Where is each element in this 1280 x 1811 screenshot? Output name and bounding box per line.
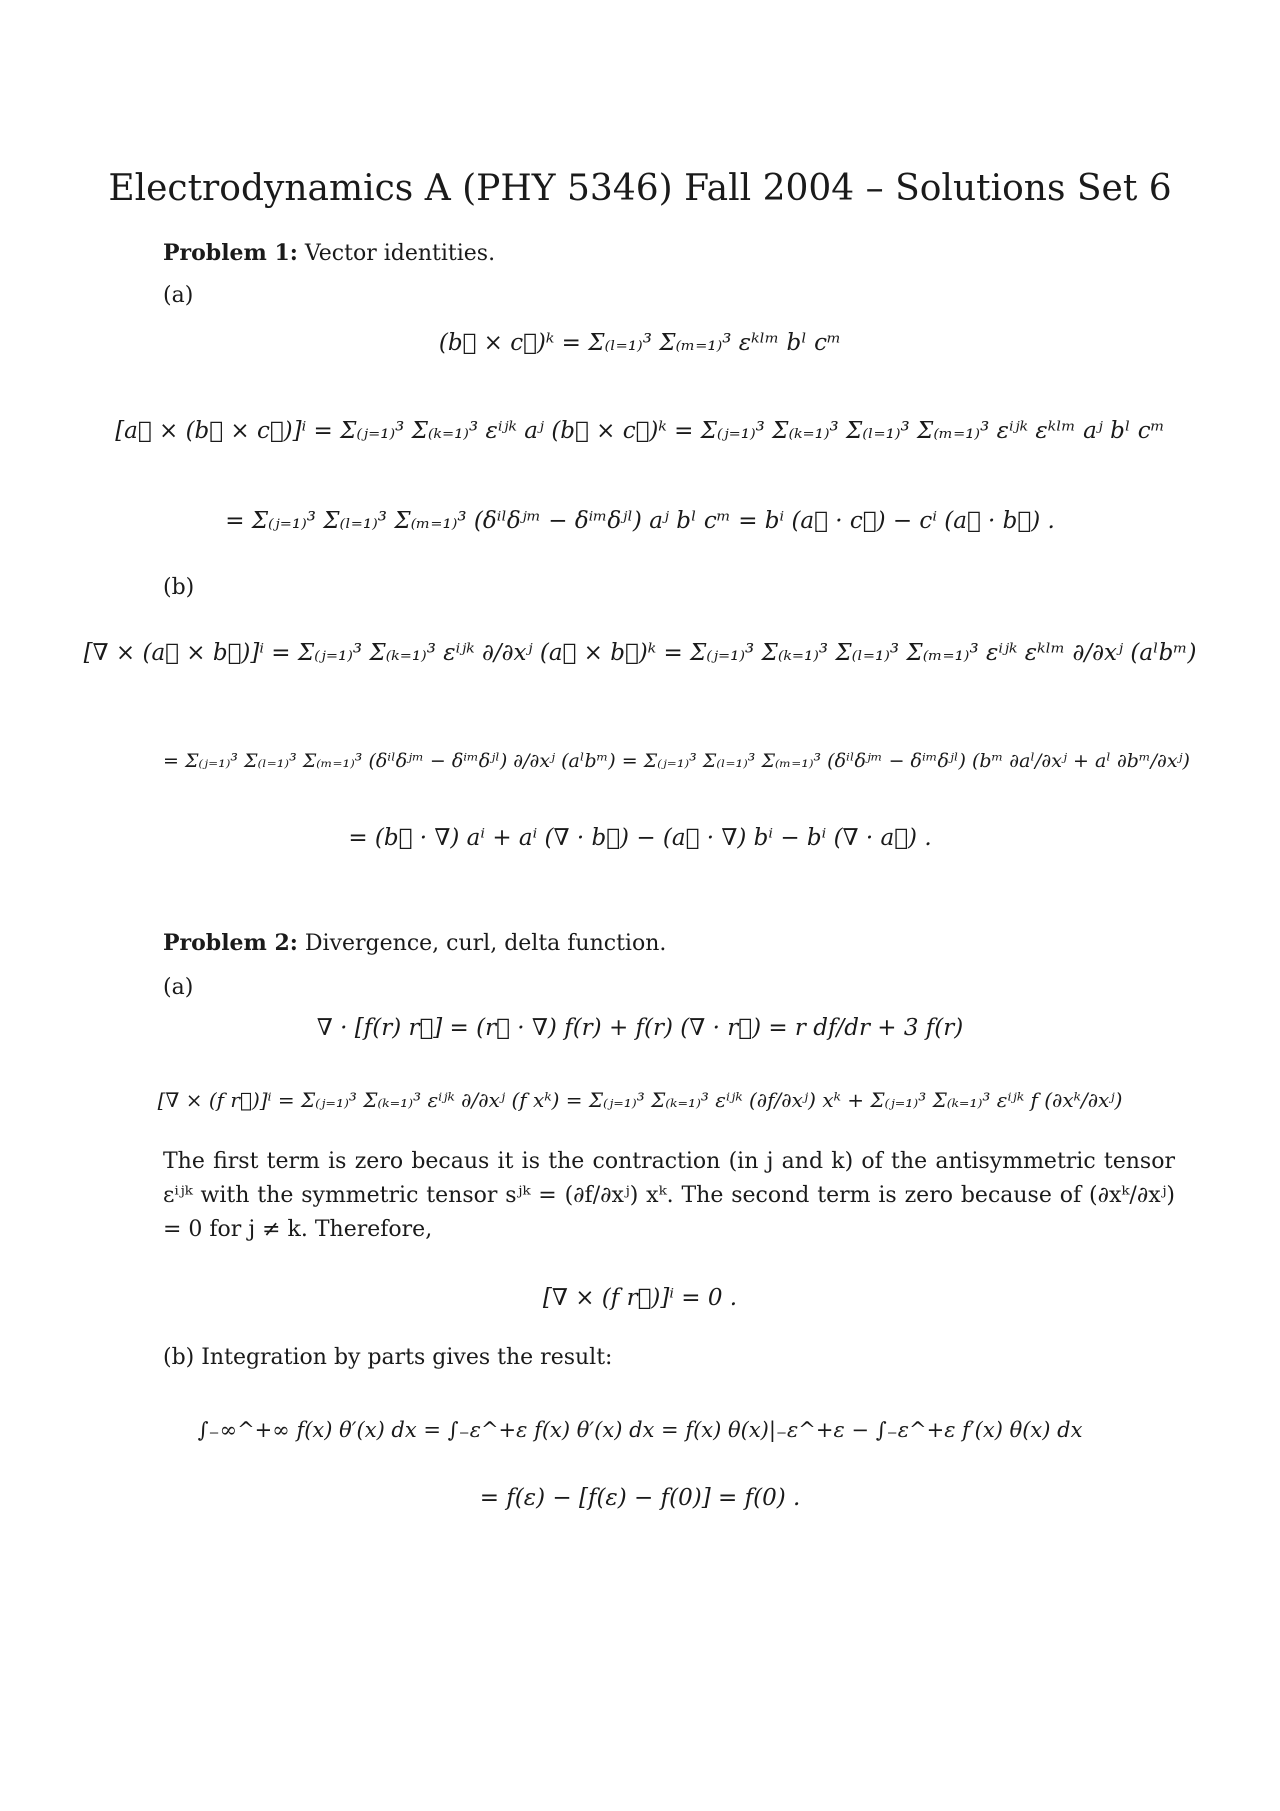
- page-title: Electrodynamics A (PHY 5346) Fall 2004 – Solutions Set 6: [108, 168, 1172, 209]
- problem-2-heading: [163, 930, 666, 956]
- problem-2-part-b-label: (b) Integration by parts gives the result:: [163, 1345, 613, 1370]
- equation-2a-3: [∇ × (f r⃗)]ⁱ = 0 .: [542, 1285, 738, 1311]
- problem-2-explanation: The first term is zero becaus it is the contraction (in j and k) of the antisymmetric tensor εⁱʲᵏ with the symmetric tensor sʲᵏ = (∂f/∂xʲ) xᵏ. The second term is zero because of (∂xᵏ/∂xʲ) = 0 for j ≠ k. Therefore,: [163, 1149, 1175, 1242]
- equation-1b-3: = (b⃗ · ∇) aⁱ + aⁱ (∇ · b⃗) − (a⃗ · ∇) bⁱ − bⁱ (∇ · a⃗) .: [348, 825, 932, 851]
- equation-1a-1: (b⃗ × c⃗)ᵏ = Σ₍ₗ₌₁₎³ Σ₍ₘ₌₁₎³ εᵏˡᵐ bˡ cᵐ: [438, 330, 842, 356]
- problem-1-title: Vector identities.: [304, 241, 496, 266]
- equation-1b-1: [∇ × (a⃗ × b⃗)]ⁱ = Σ₍ⱼ₌₁₎³ Σ₍ₖ₌₁₎³ εⁱʲᵏ ∂/∂xʲ (a⃗ × b⃗)ᵏ = Σ₍ⱼ₌₁₎³ Σ₍ₖ₌₁₎³ Σ₍ₗ₌₁₎³ Σ₍ₘ₌₁₎³ εⁱʲᵏ εᵏˡᵐ ∂/∂xʲ (aˡbᵐ): [83, 640, 1197, 666]
- problem-1-label: Problem 1:: [163, 240, 298, 266]
- equation-2b-1: ∫₋∞^+∞ f(x) θ′(x) dx = ∫₋ε^+ε f(x) θ′(x) dx = f(x) θ(x)|₋ε^+ε − ∫₋ε^+ε f′(x) θ(x) dx: [197, 1418, 1083, 1442]
- equation-1b-2: = Σ₍ⱼ₌₁₎³ Σ₍ₗ₌₁₎³ Σ₍ₘ₌₁₎³ (δⁱˡδʲᵐ − δⁱᵐδʲˡ) ∂/∂xʲ (aˡbᵐ) = Σ₍ⱼ₌₁₎³ Σ₍ₗ₌₁₎³ Σ₍ₘ₌₁₎³ (δⁱˡδʲᵐ − δⁱᵐδʲˡ) (bᵐ ∂aˡ/∂xʲ + aˡ ∂bᵐ/∂xʲ): [163, 750, 1190, 772]
- equation-2a-2: [∇ × (f r⃗)]ⁱ = Σ₍ⱼ₌₁₎³ Σ₍ₖ₌₁₎³ εⁱʲᵏ ∂/∂xʲ (f xᵏ) = Σ₍ⱼ₌₁₎³ Σ₍ₖ₌₁₎³ εⁱʲᵏ (∂f/∂xʲ) xᵏ + Σ₍ⱼ₌₁₎³ Σ₍ₖ₌₁₎³ εⁱʲᵏ f (∂xᵏ/∂xʲ): [157, 1088, 1123, 1112]
- equation-2b-2: = f(ε) − [f(ε) − f(0)] = f(0) .: [479, 1485, 801, 1511]
- problem-1-part-b-label: (b): [163, 575, 195, 600]
- problem-1-heading: [163, 240, 495, 266]
- equation-2a-1: ∇ · [f(r) r⃗] = (r⃗ · ∇) f(r) + f(r) (∇ · r⃗) = r df/dr + 3 f(r): [316, 1015, 964, 1041]
- problem-1-part-a-label: (a): [163, 283, 194, 308]
- problem-2-label: Problem 2:: [163, 930, 298, 956]
- problem-2-part-a-label: (a): [163, 975, 194, 1000]
- equation-1a-2: [a⃗ × (b⃗ × c⃗)]ⁱ = Σ₍ⱼ₌₁₎³ Σ₍ₖ₌₁₎³ εⁱʲᵏ aʲ (b⃗ × c⃗)ᵏ = Σ₍ⱼ₌₁₎³ Σ₍ₖ₌₁₎³ Σ₍ₗ₌₁₎³ Σ₍ₘ₌₁₎³ εⁱʲᵏ εᵏˡᵐ aʲ bˡ cᵐ: [115, 418, 1165, 444]
- equation-1a-3: = Σ₍ⱼ₌₁₎³ Σ₍ₗ₌₁₎³ Σ₍ₘ₌₁₎³ (δⁱˡδʲᵐ − δⁱᵐδʲˡ) aʲ bˡ cᵐ = bⁱ (a⃗ · c⃗) − cⁱ (a⃗ · b⃗) .: [225, 508, 1055, 534]
- problem-2-title: Divergence, curl, delta function.: [304, 931, 667, 956]
